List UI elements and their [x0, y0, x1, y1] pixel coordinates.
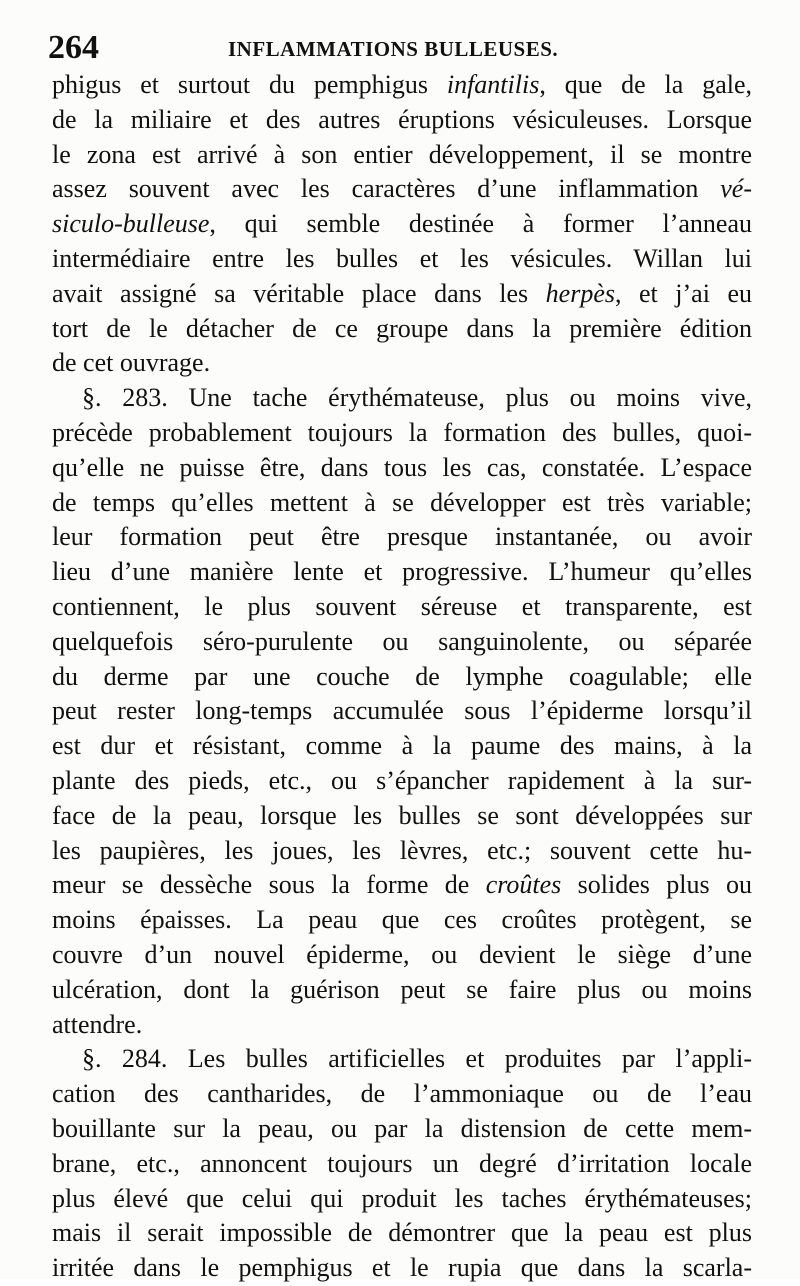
text-segment: plus élevé que celui qui produit les taches érythémateuses; [52, 1183, 752, 1213]
text-line [52, 138, 752, 173]
text-segment: du derme par une couche de lymphe coagulable; elle [52, 661, 752, 691]
page-number: 264 [48, 29, 99, 66]
text-line [52, 555, 752, 590]
text-line [52, 346, 752, 381]
text-line [52, 625, 752, 660]
text-line [52, 834, 752, 869]
text-line [52, 973, 752, 1008]
text-line [52, 694, 752, 729]
text-segment: ulcération, dont la guérison peut se faire plus ou moins [52, 974, 752, 1004]
text-line [52, 868, 752, 903]
text-segment: intermédiaire entre les bulles et les vésicules. Willan lui [52, 243, 752, 273]
text-segment: lieu d’une manière lente et progressive. L’humeur qu’elles [52, 557, 752, 587]
text-line [52, 103, 752, 138]
text-segment: est dur et résistant, comme à la paume des mains, à la [52, 731, 752, 761]
italic-term: infantilis [446, 70, 540, 99]
text-line [52, 938, 752, 973]
text-segment: cation des cantharides, de l’ammoniaque ou de l’eau [52, 1079, 752, 1109]
text-segment: , que de la gale, [539, 70, 752, 99]
text-segment: leur formation peut être presque instantanée, ou avoir [52, 522, 752, 552]
text-segment: mais il serait impossible de démontrer que la peau est plus [52, 1218, 752, 1248]
text-line [52, 207, 752, 242]
running-title: INFLAMMATIONS BULLEUSES. [228, 37, 559, 61]
text-segment: attendre. [52, 1009, 143, 1039]
text-line [52, 799, 752, 834]
text-line [52, 1112, 752, 1147]
text-segment: §. 284. Les bulles artificielles et produites par l’appli- [82, 1044, 752, 1074]
text-line [52, 486, 752, 521]
italic-term: vé- [720, 174, 752, 204]
text-segment: §. 283. Une tache érythémateuse, plus ou moins vive, [82, 383, 752, 413]
text-segment: les paupières, les joues, les lèvres, etc.; souvent cette hu- [52, 835, 752, 865]
text-line [52, 381, 752, 416]
text-line [52, 660, 752, 695]
text-segment: peut rester long-temps accumulée sous l’épiderme lorsqu’il [52, 696, 752, 726]
text-segment: bouillante sur la peau, ou par la distension de cette mem- [52, 1113, 752, 1143]
italic-term: herpès [545, 278, 615, 308]
text-segment: assez souvent avec les caractères d’une inflammation [52, 174, 721, 204]
text-segment: précède probablement toujours la formation des bulles, quoi- [52, 417, 752, 447]
text-line [52, 1251, 752, 1286]
text-line [52, 764, 752, 799]
text-segment: plante des pieds, etc., ou s’épancher rapidement à la sur- [52, 765, 752, 795]
text-segment: moins épaisses. La peau que ces croûtes protègent, se [52, 905, 752, 935]
text-line [52, 451, 752, 486]
text-segment: de temps qu’elles mettent à se développer est très variable; [52, 487, 752, 517]
text-line [52, 729, 752, 764]
text-line [52, 903, 752, 938]
text-segment: , et j’ai eu [615, 278, 752, 308]
text-segment: , qui semble destinée à former l’anneau [209, 209, 752, 239]
text-segment: irritée dans le pemphigus et le rupia que dans la scarla- [52, 1253, 752, 1283]
text-segment: couvre d’un nouvel épiderme, ou devient le siège d’une [52, 939, 752, 969]
text-segment: quelquefois séro-purulente ou sanguinolente, ou séparée [52, 626, 752, 656]
italic-term: croûtes [485, 870, 562, 900]
running-head [48, 30, 760, 66]
text-segment: qu’elle ne puisse être, dans tous les cas, constatée. L’espace [52, 452, 752, 482]
text-line [52, 1182, 752, 1217]
text-segment: phigus et surtout du pemphigus [52, 70, 447, 99]
text-segment: le zona est arrivé à son entier développement, il se montre [52, 139, 752, 169]
text-segment: face de la peau, lorsque les bulles se sont développées sur [52, 800, 752, 830]
text-line [52, 312, 752, 347]
text-segment: contiennent, le plus souvent séreuse et transparente, est [52, 591, 752, 621]
italic-term: siculo-bulleuse [52, 209, 210, 239]
text-line [52, 1147, 752, 1182]
text-line [52, 172, 752, 207]
text-line [52, 520, 752, 555]
text-line [52, 1077, 752, 1112]
text-line [52, 1216, 752, 1251]
text-line [52, 590, 752, 625]
body-text [52, 68, 752, 1286]
text-line [52, 277, 752, 312]
text-line [52, 416, 752, 451]
text-line [52, 68, 752, 103]
text-line [52, 1042, 752, 1077]
text-segment: avait assigné sa véritable place dans les [52, 278, 546, 308]
text-segment: brane, etc., annoncent toujours un degré d’irritation locale [52, 1148, 752, 1178]
text-segment: de cet ouvrage. [52, 348, 211, 378]
text-line [52, 1008, 752, 1043]
text-segment: tort de le détacher de ce groupe dans la première édition [52, 313, 752, 343]
text-line [52, 242, 752, 277]
text-segment: meur se dessèche sous la forme de [52, 870, 486, 900]
text-segment: solides plus ou [561, 870, 752, 900]
text-segment: de la miliaire et des autres éruptions vésiculeuses. Lorsque [52, 104, 752, 134]
